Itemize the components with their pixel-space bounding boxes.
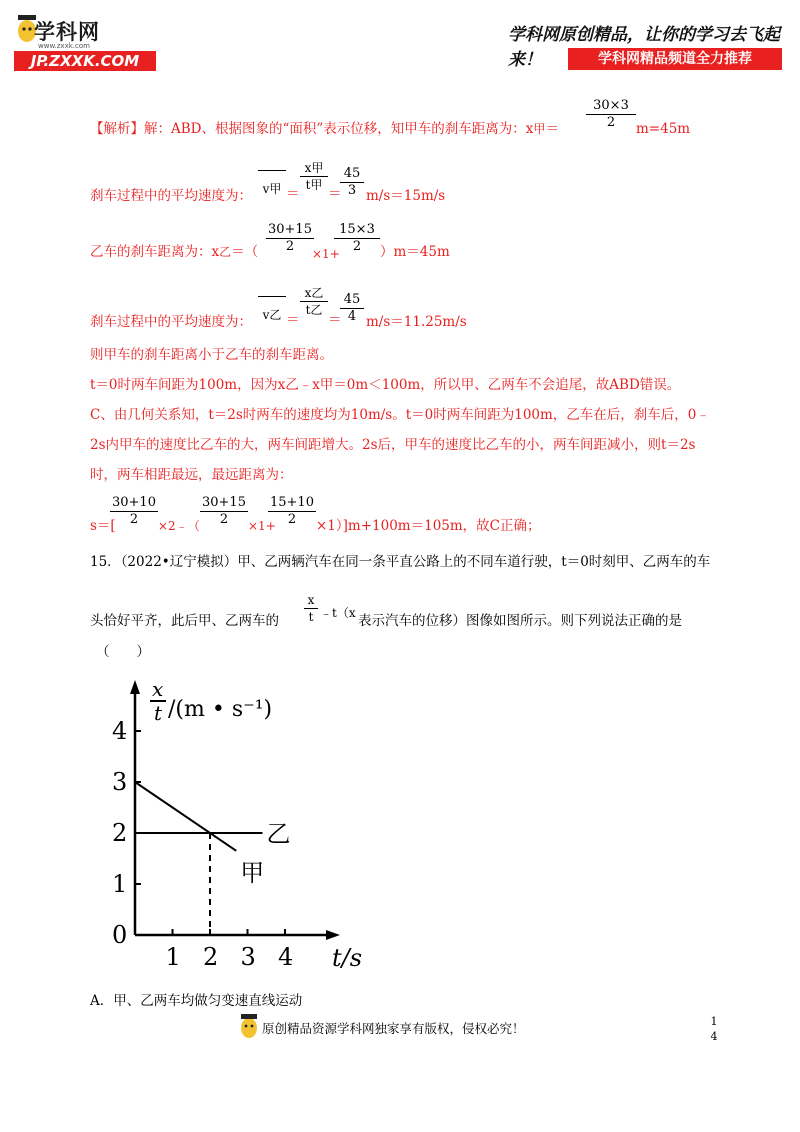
fraction: $\frac{x}{t}$	[304, 592, 318, 625]
solution-line-1: 【解析】解：ABD、根据图象的“面积”表示位移，知甲车的刹车距离为：x甲＝	[90, 121, 559, 137]
logo-domain: JP.ZXXK.COM	[14, 51, 156, 71]
option-a: A．甲、乙两车均做匀变速直线运动	[90, 993, 303, 1009]
x-label: t/s	[332, 944, 363, 972]
v-bar: v甲	[258, 170, 286, 197]
fraction: $\frac{45}{3}$	[340, 166, 364, 199]
y-axis-arrow	[130, 680, 140, 694]
fraction: $\frac{45}{4}$	[340, 292, 364, 325]
y-tick-label: 2	[112, 819, 128, 847]
page-number: 1 4	[710, 1015, 718, 1043]
y-label-num: x	[152, 677, 164, 701]
label-jia: 甲	[240, 858, 265, 887]
logo-url: www.zxxk.com	[38, 42, 90, 50]
y-tick-label: 0	[112, 921, 128, 949]
x-tick-label: 3	[240, 943, 256, 971]
fraction: x甲 t甲	[300, 160, 328, 193]
slogan: 学科网原创精品，让你的学习去飞起来！	[508, 25, 780, 70]
channel-banner: 学科网精品频道全力推荐	[568, 48, 782, 70]
x-tick-label: 2	[203, 943, 219, 971]
fraction: x乙 t乙	[300, 285, 328, 318]
fraction: $\frac{15\times 3}{2}$	[334, 222, 380, 255]
x-axis-arrow	[326, 930, 340, 940]
y-label-den: t	[154, 701, 163, 725]
series-line-jia	[135, 782, 236, 851]
question-line-1: 15．（2022•辽宁模拟）甲、乙两辆汽车在同一条平直公路上的不同车道行驶，t＝0时刻甲、乙两车的车	[90, 554, 711, 570]
label-yi: 乙	[266, 820, 291, 848]
mascot-icon	[238, 1012, 260, 1040]
fraction: $\frac{15+10}{2}$	[268, 495, 316, 528]
fraction: $\frac{30+10}{2}$	[110, 495, 158, 528]
fraction: $\frac{30\times 3}{2}$	[586, 98, 636, 131]
y-tick-label: 3	[112, 768, 128, 796]
y-tick-label: 4	[112, 717, 128, 745]
y-tick-label: 1	[112, 870, 128, 898]
solution-line-3: 乙车的刹车距离为：x乙＝（	[90, 244, 259, 260]
fraction: $\frac{30+15}{2}$	[266, 222, 314, 255]
y-label-unit: /(m • s⁻¹)	[168, 697, 273, 722]
x-tick-label: 1	[165, 943, 181, 971]
copyright: 原创精品资源学科网独家享有版权，侵权必究！	[262, 1021, 525, 1036]
vt-graph	[100, 670, 380, 980]
logo-text: 学科网	[34, 20, 100, 44]
v-bar: v乙	[258, 296, 286, 323]
fraction: $\frac{30+15}{2}$	[200, 495, 248, 528]
x-tick-label: 4	[278, 943, 294, 971]
